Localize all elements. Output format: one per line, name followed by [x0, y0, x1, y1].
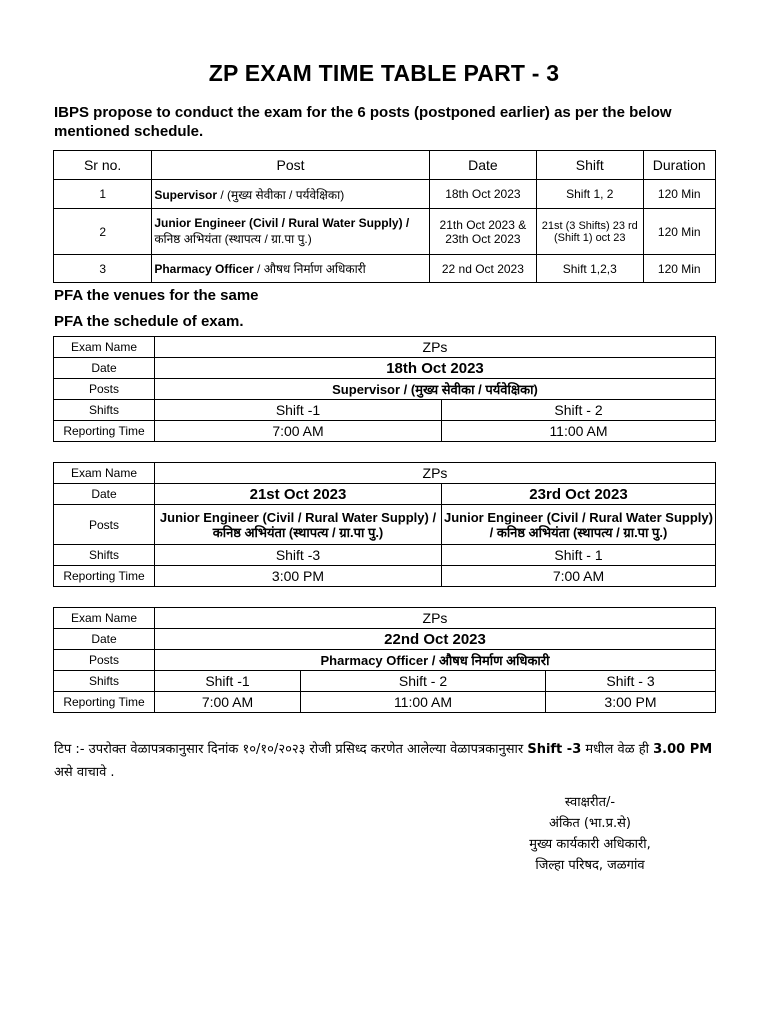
label-exam-name: Exam Name — [54, 463, 155, 484]
note-text: टिप :- उपरोक्त वेळापत्रकानुसार दिनांक १०/१०/२०२३ रोजी प्रसिध्द करणेत आलेल्या वेळापत्रकानुसार Shift -3 मधील वेळ ही 3.00 PM असे वाचावे . — [54, 742, 713, 780]
page-title: ZP EXAM TIME TABLE PART - 3 — [208, 60, 560, 86]
label-date: Date — [54, 358, 155, 379]
cell-shift: 21st (3 Shifts) 23 rd (Shift 1) oct 23 — [537, 209, 643, 255]
schedule-table-supervisor — [53, 336, 716, 442]
label-shifts: Shifts — [54, 671, 155, 692]
label-reporting-time: Reporting Time — [54, 421, 155, 442]
shift-value: Shift -3 — [155, 545, 442, 566]
label-posts: Posts — [54, 379, 155, 400]
post-english: Junior Engineer (Civil / Rural Water Supply) / — [154, 216, 410, 230]
shift-value: Shift - 2 — [301, 671, 546, 692]
label-posts: Posts — [54, 650, 155, 671]
reporting-time-value: 7:00 AM — [155, 692, 301, 713]
cell-duration: 120 Min — [643, 180, 716, 209]
cell-sr: 3 — [54, 255, 152, 283]
reporting-time-value: 7:00 AM — [155, 421, 442, 442]
cell-post — [152, 255, 429, 283]
schedule-table-junior-engineer — [53, 462, 716, 587]
cell-post — [152, 180, 429, 209]
table-row — [54, 209, 716, 255]
signature-name: अंकित (भा.प्र.से) — [549, 816, 631, 831]
cell-duration: 120 Min — [643, 255, 716, 283]
pfa-venues-text: PFA the venues for the same — [54, 287, 259, 304]
signature-office: जिल्हा परिषद, जळगांव — [535, 858, 645, 873]
header-shift: Shift — [537, 151, 643, 180]
date-value: 22nd Oct 2023 — [155, 629, 716, 650]
intro-text: IBPS propose to conduct the exam for the 6 posts (postponed earlier) as per the below mentioned schedule. — [54, 104, 672, 140]
cell-shift: Shift 1, 2 — [537, 180, 643, 209]
summary-header-row — [54, 151, 716, 180]
reporting-time-value: 11:00 AM — [442, 421, 716, 442]
reporting-time-value: 11:00 AM — [301, 692, 546, 713]
header-duration: Duration — [643, 151, 716, 180]
signature-block — [470, 792, 710, 876]
posts-value: Junior Engineer (Civil / Rural Water Supply) / कनिष्ठ अभियंता (स्थापत्य / ग्रा.पा पु.) — [442, 505, 716, 545]
shift-value: Shift -1 — [155, 671, 301, 692]
shift-value: Shift - 1 — [442, 545, 716, 566]
schedule-table-pharmacy-officer — [53, 607, 716, 713]
exam-name-value: ZPs — [155, 337, 716, 358]
reporting-time-value: 3:00 PM — [546, 692, 716, 713]
cell-post — [152, 209, 429, 255]
signature-designation: मुख्य कार्यकारी अधिकारी, — [529, 837, 651, 852]
exam-name-value: ZPs — [155, 463, 716, 484]
header-post: Post — [152, 151, 429, 180]
label-posts: Posts — [54, 505, 155, 545]
label-date: Date — [54, 629, 155, 650]
post-english: Pharmacy Officer — [154, 262, 254, 276]
signature-signed: स्वाक्षरीत/- — [564, 795, 616, 810]
pfa-schedule-text: PFA the schedule of exam. — [54, 313, 244, 330]
label-date: Date — [54, 484, 155, 505]
cell-sr: 2 — [54, 209, 152, 255]
post-marathi: कनिष्ठ अभियंता (स्थापत्य / ग्रा.पा पु.) — [154, 232, 312, 246]
date-value: 18th Oct 2023 — [155, 358, 716, 379]
date-value: 21st Oct 2023 — [155, 484, 442, 505]
label-reporting-time: Reporting Time — [54, 566, 155, 587]
cell-shift: Shift 1,2,3 — [537, 255, 643, 283]
header-sr-no: Sr no. — [54, 151, 152, 180]
label-shifts: Shifts — [54, 400, 155, 421]
shift-value: Shift - 2 — [442, 400, 716, 421]
post-english: Supervisor — [154, 187, 218, 202]
post-marathi: / औषध निर्माण अधिकारी — [253, 262, 366, 276]
post-marathi: / (मुख्य सेवीका / पर्यवेक्षिका) — [217, 187, 345, 202]
summary-table — [53, 150, 716, 283]
cell-duration: 120 Min — [643, 209, 716, 255]
reporting-time-value: 7:00 AM — [442, 566, 716, 587]
posts-value: Pharmacy Officer / औषध निर्माण अधिकारी — [155, 650, 716, 671]
cell-date: 21th Oct 2023 & 23th Oct 2023 — [429, 209, 536, 255]
label-exam-name: Exam Name — [54, 608, 155, 629]
label-exam-name: Exam Name — [54, 337, 155, 358]
cell-date: 18th Oct 2023 — [429, 180, 536, 209]
table-row — [54, 180, 716, 209]
header-date: Date — [429, 151, 536, 180]
label-shifts: Shifts — [54, 545, 155, 566]
exam-name-value: ZPs — [155, 608, 716, 629]
label-reporting-time: Reporting Time — [54, 692, 155, 713]
table-row — [54, 255, 716, 283]
posts-value: Junior Engineer (Civil / Rural Water Supply) / कनिष्ठ अभियंता (स्थापत्य / ग्रा.पा पु.) — [155, 505, 442, 545]
cell-sr: 1 — [54, 180, 152, 209]
posts-value: Supervisor / (मुख्य सेवीका / पर्यवेक्षिका) — [155, 379, 716, 400]
shift-value: Shift - 3 — [546, 671, 716, 692]
date-value: 23rd Oct 2023 — [442, 484, 716, 505]
cell-date: 22 nd Oct 2023 — [429, 255, 536, 283]
shift-value: Shift -1 — [155, 400, 442, 421]
reporting-time-value: 3:00 PM — [155, 566, 442, 587]
